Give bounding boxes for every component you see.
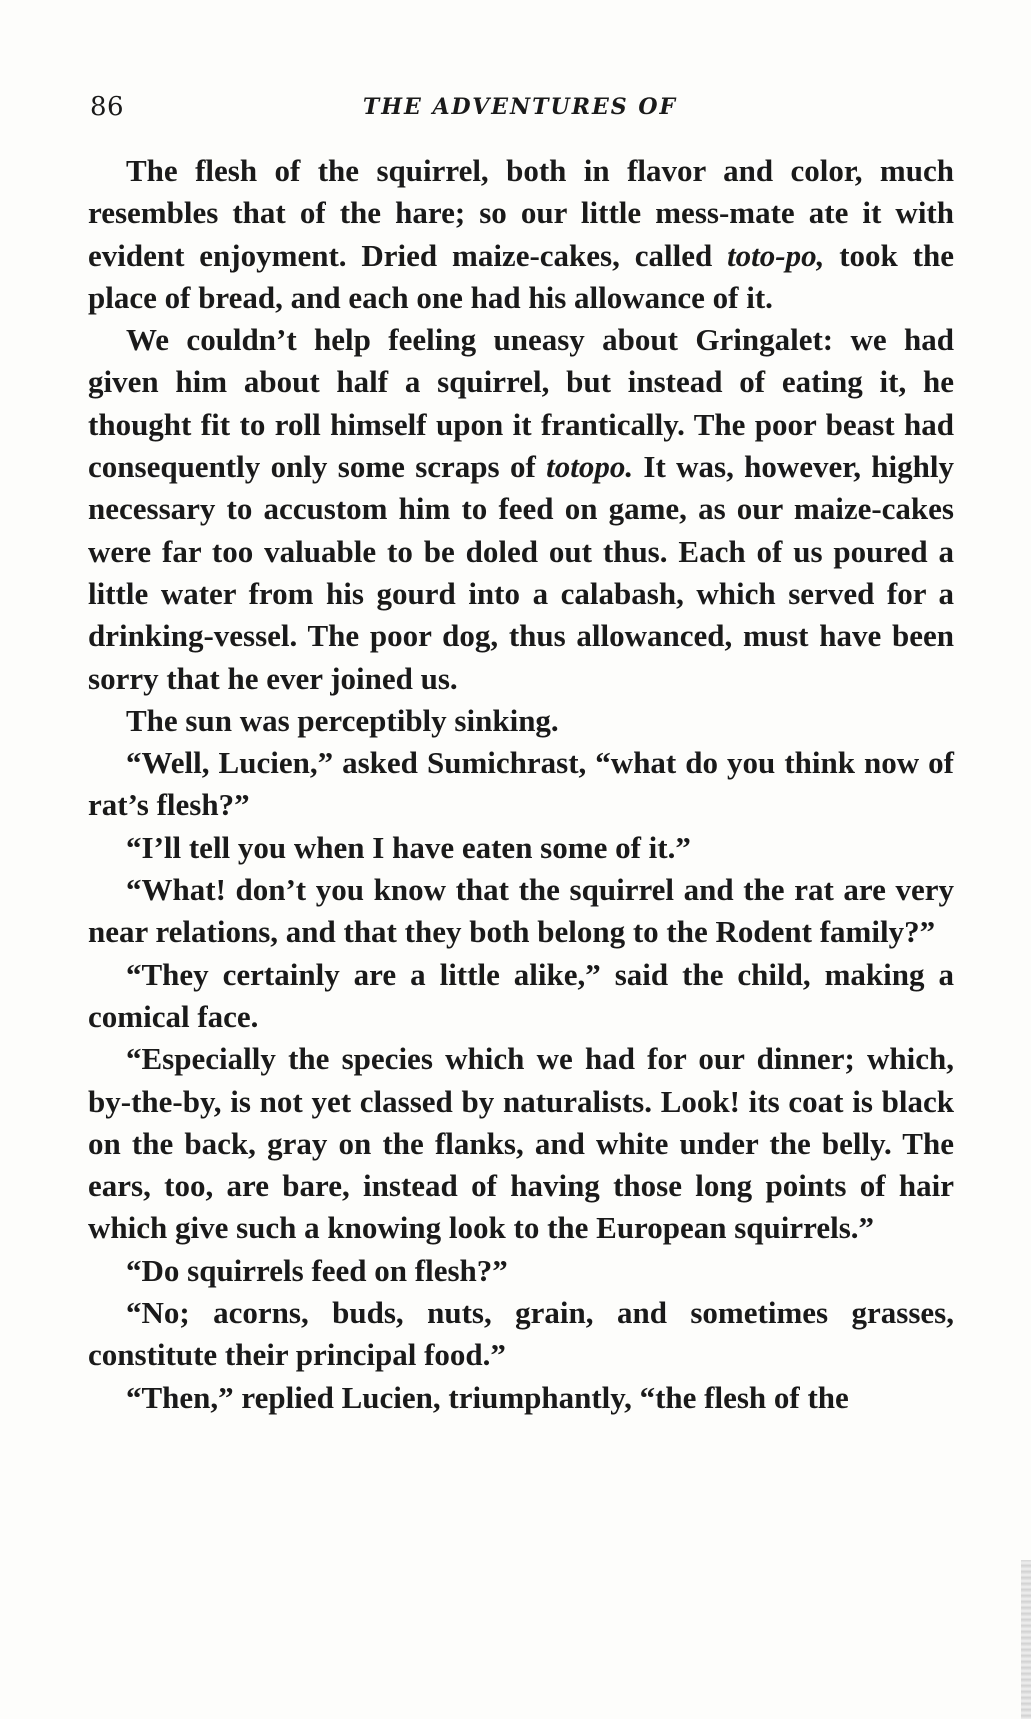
running-head: THE ADVENTURES OF xyxy=(362,94,678,120)
page-header xyxy=(90,92,950,124)
paragraph: “Then,” replied Lucien, triumphantly, “the flesh of the xyxy=(126,1379,849,1415)
paragraph: “They certainly are a little alike,” said the child, making a comical face. xyxy=(88,956,954,1034)
paragraph: We couldn’t help feeling uneasy about Gringalet: we had given him about half a squirrel, but instead of eating it, he thought fit to roll himself upon it frantically. The poor beast had consequently only some scraps of totopo. It was, however, highly necessary to accustom him to feed on game, as our maize-cakes were far too valuable to be doled out thus. Each of us poured a little water from his gourd into a calabash, which served for a drinking-vessel. The poor dog, thus allowanced, must have been sorry that he ever joined us. xyxy=(88,322,954,696)
body-text xyxy=(88,150,954,1419)
scan-edge-artifact xyxy=(1021,1560,1031,1719)
paragraph: “Do squirrels feed on flesh?” xyxy=(126,1252,508,1288)
paragraph: “Well, Lucien,” asked Sumichrast, “what do you think now of rat’s flesh?” xyxy=(88,745,954,823)
paragraph: The flesh of the squirrel, both in flavor and color, much resembles that of the hare; so our little mess-mate ate it with evident enjoyment. Dried maize-cakes, called toto-po, took the place of bread, and each one had his allowance of it. xyxy=(88,153,954,315)
paragraph: The sun was perceptibly sinking. xyxy=(126,702,559,738)
paragraph: “I’ll tell you when I have eaten some of it.” xyxy=(126,829,691,865)
paragraph: “What! don’t you know that the squirrel and the rat are very near relations, and that they both belong to the Rodent family?” xyxy=(88,872,954,950)
paragraph: “Especially the species which we had for our dinner; which, by-the-by, is not yet classed by naturalists. Look! its coat is black on the back, gray on the flanks, and white under the belly. The ears, too, are bare, instead of having those long points of hair which give such a knowing look to the European squirrels.” xyxy=(88,1041,954,1246)
page-number: 86 xyxy=(90,92,125,122)
paragraph: “No; acorns, buds, nuts, grain, and sometimes grasses, constitute their principal food.” xyxy=(88,1295,954,1373)
